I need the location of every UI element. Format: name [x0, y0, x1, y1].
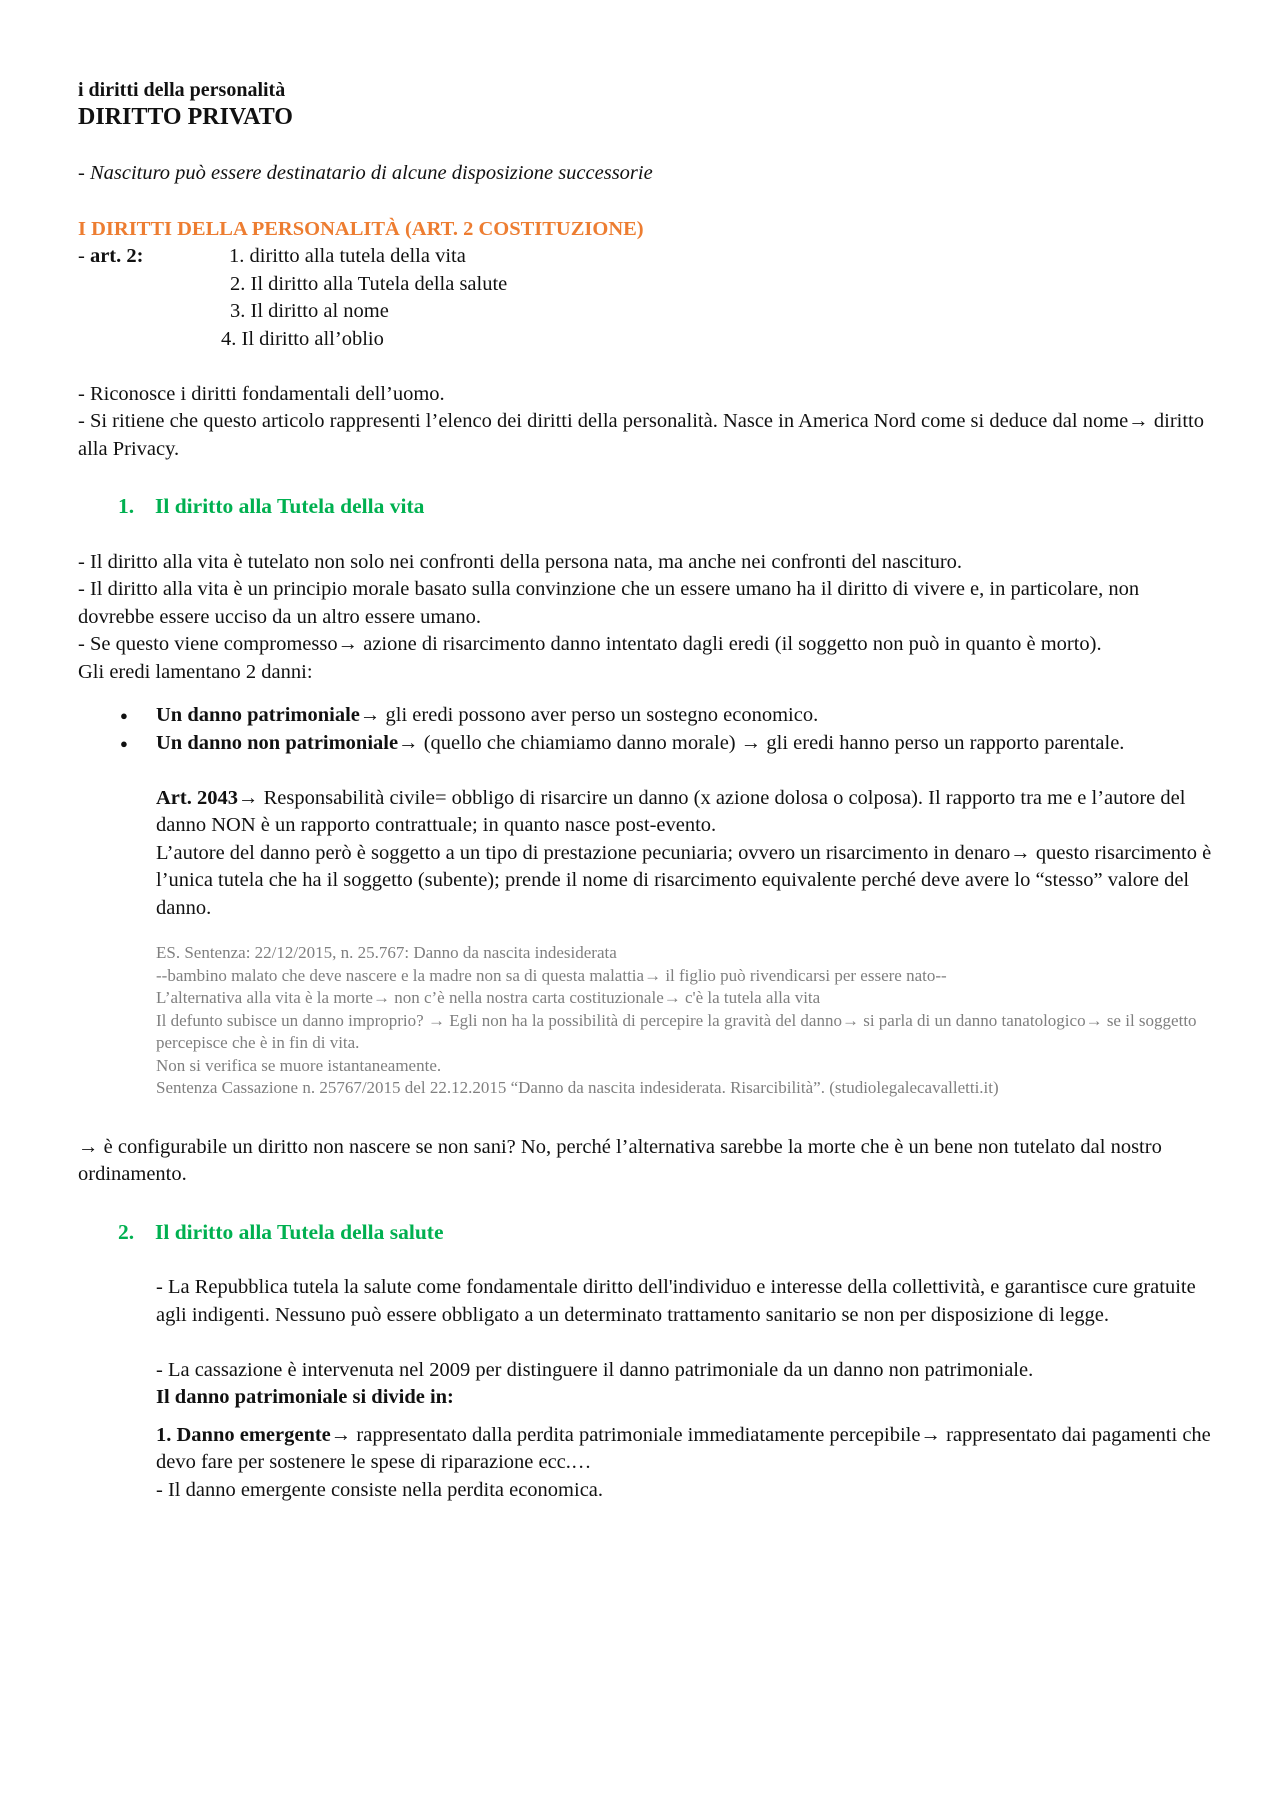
art-2-item: 3. Il diritto al nome	[230, 300, 389, 322]
art-2043-paragraph	[156, 785, 1213, 840]
section-1-paragraph: Gli eredi lamentano 2 danni:	[78, 660, 313, 683]
section-2-subheading-text: Il danno patrimoniale si divide in:	[156, 1386, 454, 1408]
art-2-label	[78, 243, 229, 353]
document-small-title: i diritti della personalità	[78, 79, 286, 101]
spacer	[156, 1412, 1213, 1422]
section-1-paragraph: - Il diritto alla vita è un principio morale basato sulla convinzione che un essere umano ha il diritto di vivere e, in particolare, non dovrebbe essere ucciso da un altro essere umano.	[78, 578, 1140, 628]
danno-emergente-text: → rappresentato dalla perdita patrimoniale immediatamente percepibile→ rappresentato dai pagamenti che devo fare per sostenere le spese di riparazione ecc.…	[156, 1423, 1211, 1473]
example-line: Non si verifica se muore istantaneamente.	[156, 1055, 442, 1075]
art-2-items	[221, 243, 508, 353]
spacer	[78, 353, 1213, 381]
personality-paragraph: - Riconosce i diritti fondamentali dell’uomo.	[78, 382, 445, 405]
art-2043-text: → Responsabilità civile= obbligo di risarcire un danno (x azione dolosa o colposa). Il rapporto tra me e l’autore del danno NON è un rapporto contrattuale; in quanto nasce post-evento.	[156, 786, 1186, 836]
example-line: ES. Sentenza: 22/12/2015, n. 25.767: Danno da nascita indesiderata	[156, 943, 617, 962]
section-2-paragraph: - La Repubblica tutela la salute come fondamentale diritto dell'individuo e interesse della collettività, e garantisce cure gratuite agli indigenti. Nessuno può essere obbligato a un determinato trattamento sanitario se non per disposizione di legge.	[156, 1276, 1196, 1326]
section-1-number: 1.	[118, 494, 135, 518]
spacer	[156, 1329, 1213, 1357]
section-2-subheading	[156, 1384, 1213, 1412]
example-line: Il defunto subisce un danno improprio? → Egli non ha la possibilità di percepire la gravità del danno→ si parla di un danno tanatologico→ se il soggetto percepisce che è in fin di vita.	[156, 1010, 1197, 1052]
section-2-paragraph: - Il danno emergente consiste nella perdita economica.	[156, 1478, 604, 1501]
art-2-item: 2. Il diritto alla Tutela della salute	[230, 272, 508, 295]
example-line: --bambino malato che deve nascere e la madre non sa di questa malattia→ il figlio può rivendicarsi per essere nato--	[156, 965, 947, 985]
intro-italic-line: - Nascituro può essere destinatario di alcune disposizione successorie	[78, 162, 653, 184]
danno-emergente-label: 1. Danno emergente	[156, 1423, 331, 1446]
section-2-title: Il diritto alla Tutela della salute	[155, 1219, 444, 1244]
art-2-label-text: art. 2:	[89, 245, 144, 267]
spacer	[78, 757, 1213, 785]
bullet-item-text: → (quello che chiamiamo danno morale) → gli eredi hanno perso un rapporto parentale.	[398, 731, 1125, 754]
personality-heading: I DIRITTI DELLA PERSONALITÀ (ART. 2 COSTITUZIONE)	[78, 217, 644, 240]
section-1-heading	[118, 493, 1213, 521]
section-2-body	[156, 1274, 1213, 1504]
section-2-number: 2.	[118, 1219, 135, 1244]
closing-question-paragraph: → è configurabile un diritto non nascere se non sani? No, perché l’alternativa sarebbe la morte che è un bene non tutelato dal nostro ordinamento.	[78, 1135, 1162, 1185]
bullet-item-bold: Un danno patrimoniale	[156, 704, 360, 726]
example-line: L’alternativa alla vita è la morte→ non c’è nella nostra carta costituzionale→ c'è la tutela alla vita	[156, 988, 821, 1007]
section-1-paragraph: - Il diritto alla vita è tutelato non solo nei confronti della persona nata, ma anche nei confronti del nascituro.	[78, 550, 963, 573]
bullet-item-text: → gli eredi possono aver perso un sostegno economico.	[359, 704, 819, 726]
danno-emergente-paragraph	[156, 1422, 1213, 1477]
art-2-item: 1. diritto alla tutela della vita	[229, 245, 466, 267]
art-2-prefix: -	[78, 245, 90, 267]
section-1-title: Il diritto alla Tutela della vita	[155, 494, 425, 518]
section-2-paragraph: - La cassazione è intervenuta nel 2009 per distinguere il danno patrimoniale da un danno non patrimoniale.	[156, 1358, 1034, 1381]
document-title: DIRITTO PRIVATO	[78, 104, 293, 130]
bullet-item	[78, 702, 1213, 730]
example-line: Sentenza Cassazione n. 25767/2015 del 22.12.2015 “Danno da nascita indesiderata. Risarcibilità”. (studiolegalecavalletti.it)	[156, 1078, 999, 1097]
art-2043-block	[156, 785, 1213, 923]
art-2043-label: Art. 2043	[156, 786, 238, 809]
damage-bullet-list	[78, 702, 1213, 757]
section-1-paragraph: - Se questo viene compromesso→ azione di risarcimento danno intentato dagli eredi (il soggetto non può in quanto è morto).	[78, 633, 1102, 655]
example-sentence-block	[156, 942, 1213, 1100]
art-2043-paragraph-2: L’autore del danno però è soggetto a un tipo di prestazione pecuniaria; ovvero un risarcimento in denaro→ questo risarcimento è l’unica tutela che ha il soggetto (subente); prende il nome di risarcimento equivalente perché deve avere lo “stesso” valore del danno.	[156, 841, 1212, 919]
section-2-heading	[118, 1219, 1213, 1247]
bullet-item-bold: Un danno non patrimoniale	[156, 731, 399, 754]
art-2-item: 4. Il diritto all’oblio	[221, 327, 384, 350]
personality-paragraph: - Si ritiene che questo articolo rappresenti l’elenco dei diritti della personalità. Nasce in America Nord come si deduce dal nome→ diritto alla Privacy.	[78, 410, 1204, 460]
bullet-item	[78, 730, 1213, 758]
document-page	[78, 78, 1213, 1504]
art-2-list-block	[78, 243, 1213, 353]
